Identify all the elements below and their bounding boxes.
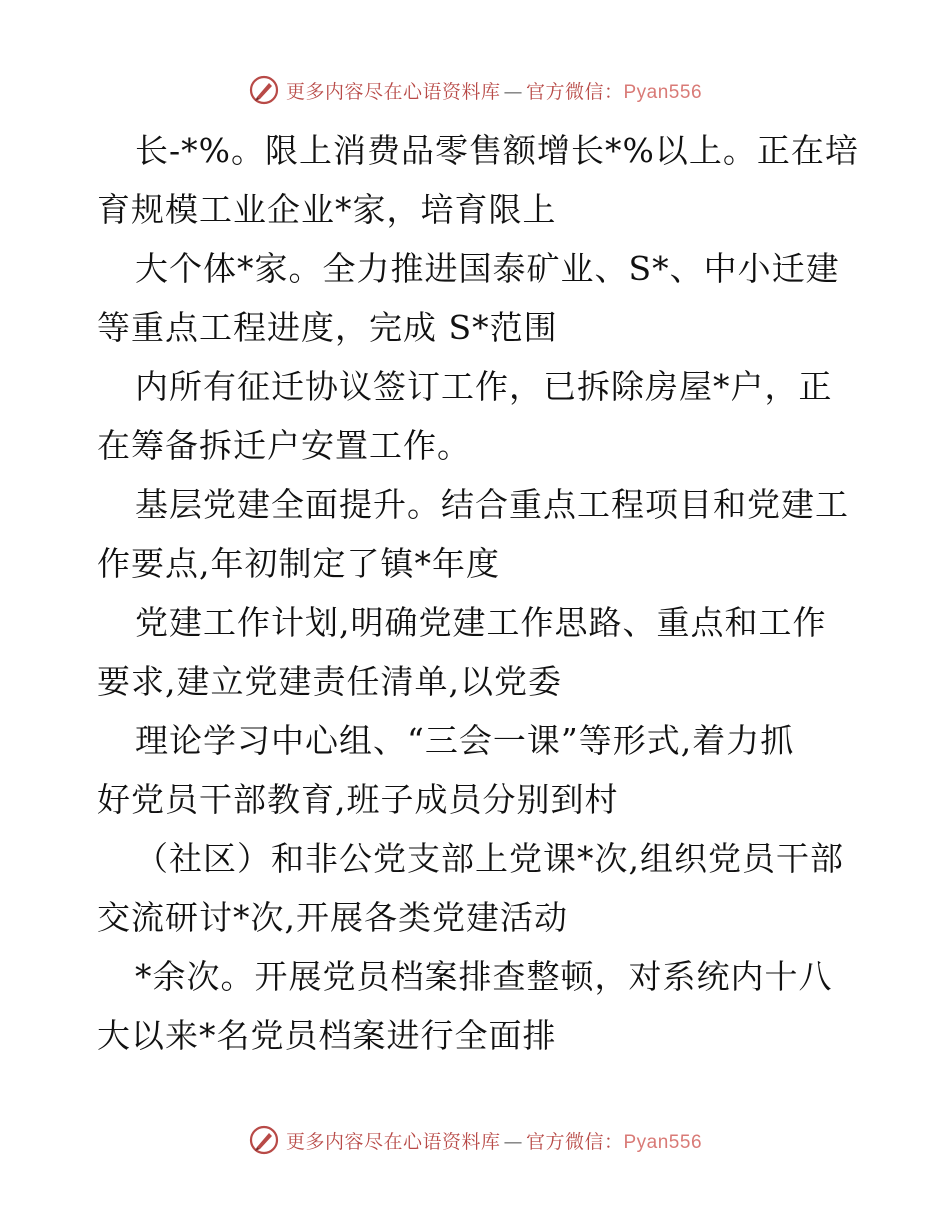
body-line: 好党员干部教育,班子成员分别到村 bbox=[97, 780, 619, 819]
pen-logo-icon bbox=[248, 1124, 280, 1156]
body-line: 长-*%。限上消费品零售额增长*%以上。正在培 bbox=[135, 131, 859, 170]
header-separator: — bbox=[503, 80, 523, 103]
pen-logo-icon bbox=[248, 74, 280, 106]
body-line: 内所有征迁协议签订工作，已拆除房屋*户，正 bbox=[135, 367, 833, 406]
body-line: *余次。开展党员档案排查整顿，对系统内十八 bbox=[135, 957, 833, 996]
body-line: 要求,建立党建责任清单,以党委 bbox=[97, 662, 562, 701]
footer-text bbox=[286, 1127, 702, 1154]
body-line: 大个体*家。全力推进国泰矿业、S*、中小迁建 bbox=[135, 249, 840, 288]
body-line: 作要点,年初制定了镇*年度 bbox=[97, 544, 500, 583]
header-text bbox=[286, 77, 702, 104]
footer-slogan: 更多内容尽在心语资料库 bbox=[285, 1130, 501, 1153]
footer-watermark bbox=[0, 1120, 950, 1160]
body-line: 交流研讨*次,开展各类党建活动 bbox=[97, 898, 568, 937]
document-body bbox=[97, 121, 877, 1065]
body-line: 理论学习中心组、“三会一课”等形式,着力抓 bbox=[135, 721, 795, 760]
header-slogan: 更多内容尽在心语资料库 bbox=[285, 80, 501, 103]
footer-account-handle: Pyan556 bbox=[623, 1131, 703, 1153]
body-line: 党建工作计划,明确党建工作思路、重点和工作 bbox=[135, 603, 827, 642]
header-account-label: 官方微信： bbox=[525, 80, 624, 103]
footer-separator: — bbox=[503, 1130, 523, 1153]
body-line: （社区）和非公党支部上党课*次,组织党员干部 bbox=[135, 839, 844, 878]
header-account-handle: Pyan556 bbox=[623, 81, 703, 103]
body-line: 等重点工程进度，完成 S*范围 bbox=[97, 308, 558, 347]
body-line: 大以来*名党员档案进行全面排 bbox=[97, 1016, 557, 1055]
body-line: 基层党建全面提升。结合重点工程项目和党建工 bbox=[135, 485, 849, 524]
footer-account-label: 官方微信： bbox=[525, 1130, 624, 1153]
header-watermark bbox=[0, 70, 950, 110]
body-line: 育规模工业企业*家，培育限上 bbox=[97, 190, 557, 229]
body-line: 在筹备拆迁户安置工作。 bbox=[97, 426, 471, 465]
